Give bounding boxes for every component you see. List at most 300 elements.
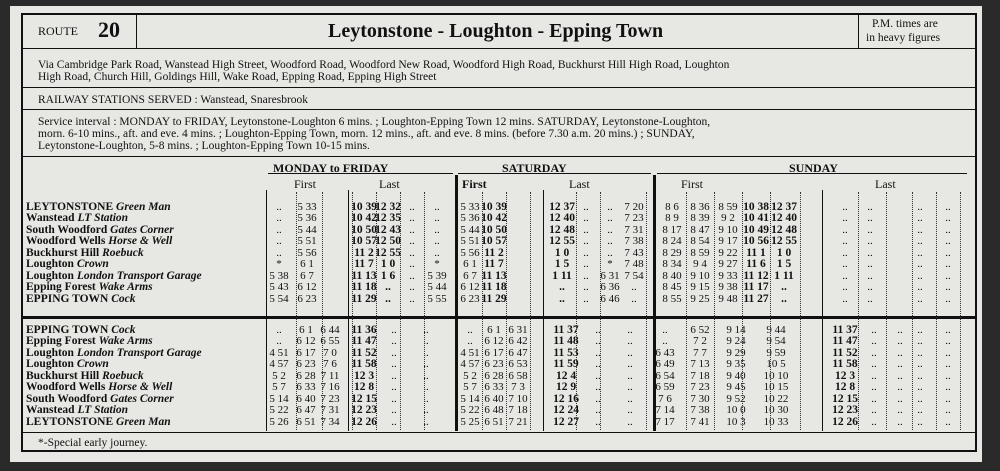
time-cell: ..	[867, 235, 873, 248]
railway-rule	[21, 109, 977, 110]
time-cell: 11 59	[553, 358, 579, 371]
time-cell: 5 54	[269, 292, 289, 305]
empty-cell: ..	[945, 404, 951, 417]
time-cell: 6 47	[296, 404, 316, 417]
time-cell: 12 8	[834, 381, 856, 394]
column-guide	[352, 192, 353, 430]
stop-name-main: Loughton	[26, 269, 77, 282]
header-divider-left	[136, 13, 137, 49]
empty-cell: ..	[917, 346, 923, 359]
time-cell: 8 34	[662, 258, 682, 271]
time-cell: 12 55	[549, 235, 575, 248]
time-cell: 7 23	[624, 212, 644, 225]
time-cell: ..	[276, 335, 282, 348]
time-cell: 11 7	[484, 258, 504, 271]
mf-first-label: First	[294, 177, 317, 191]
time-cell: 9 33	[718, 269, 738, 282]
time-cell: ..	[276, 246, 282, 259]
time-cell: 12 50	[375, 235, 401, 248]
empty-cell: ..	[917, 281, 923, 294]
time-cell: 8 55	[662, 292, 682, 305]
time-cell: ..	[559, 292, 565, 305]
time-cell: 4 51	[269, 346, 289, 359]
time-cell: 10 33	[763, 415, 789, 428]
time-cell: 9 24	[726, 335, 746, 348]
time-cell: ..	[627, 369, 633, 382]
time-cell: 12 37	[771, 200, 797, 213]
time-cell: ..	[385, 281, 391, 294]
time-cell: *	[276, 258, 282, 271]
time-cell: 6 28	[296, 369, 316, 382]
empty-cell: ..	[945, 281, 951, 294]
service-line2: morn. 6-10 mins., aft. and eve. 4 mins. ; Loughton-Epping Town, morn. 12 mins., aft. and eve. 8 mins. (before 7.30 a.m. 20 mins.) ; SUNDAY,	[38, 128, 695, 140]
time-cell: 4 57	[269, 358, 289, 371]
time-cell: 5 56	[460, 246, 480, 259]
pm-note-line2: in heavy figures	[866, 32, 941, 44]
time-cell: 5 51	[460, 235, 480, 248]
time-cell: 12 24	[553, 404, 579, 417]
time-cell: 6 1	[299, 323, 313, 336]
empty-cell: ..	[945, 292, 951, 305]
time-cell: 10 15	[763, 381, 789, 394]
time-cell: ..	[871, 358, 877, 371]
time-cell: ..	[631, 292, 637, 305]
time-cell: 11 12	[743, 269, 769, 282]
time-cell: ..	[781, 281, 787, 294]
time-cell: ..	[871, 335, 877, 348]
time-cell: 5 26	[269, 415, 289, 428]
time-cell: 11 6	[746, 258, 766, 271]
heading-saturday: SATURDAY	[502, 161, 567, 175]
empty-cell: ..	[917, 269, 923, 282]
time-cell: 11 37	[553, 323, 579, 336]
column-guide	[576, 192, 577, 430]
time-cell: ..	[627, 404, 633, 417]
time-cell: 7 6	[658, 392, 672, 405]
time-cell: 11 36	[351, 323, 377, 336]
stop-qualifier: Wake Arms	[98, 335, 153, 348]
stop-name-main: Epping Forest	[26, 335, 99, 348]
time-cell: 10 38	[743, 200, 769, 213]
stop-name-main: Buckhurst Hill	[26, 246, 103, 259]
empty-cell: ..	[945, 358, 951, 371]
time-cell: ..	[842, 235, 848, 248]
time-cell: ..	[434, 223, 440, 236]
time-cell: 7 30	[690, 392, 710, 405]
column-guide	[530, 192, 531, 430]
time-cell: 10 10	[763, 369, 789, 382]
service-line3: Leytonstone-Loughton, 5-8 mins. ; Loughton-Epping Town 10-15 mins.	[38, 140, 370, 152]
time-cell: 10 3	[726, 415, 746, 428]
empty-cell: ..	[917, 235, 923, 248]
empty-cell: ..	[945, 212, 951, 225]
time-cell: 7 23	[690, 381, 710, 394]
stop-qualifier: Horse & Well	[108, 381, 173, 394]
empty-cell: ..	[917, 392, 923, 405]
time-cell: 6 31	[600, 269, 620, 282]
column-guide	[800, 192, 801, 430]
time-cell: 7 7	[693, 346, 707, 359]
stop-name-main: LEYTONSTONE	[26, 415, 117, 428]
time-cell: 12 16	[553, 392, 579, 405]
time-cell: ..	[627, 358, 633, 371]
time-cell: ..	[559, 281, 565, 294]
time-cell: 1 0	[776, 246, 792, 259]
time-cell: 7 13	[690, 358, 710, 371]
time-cell: ..	[385, 292, 391, 305]
time-cell: 7 23	[320, 392, 340, 405]
time-cell: 10 22	[763, 392, 789, 405]
route-label: ROUTE	[38, 24, 78, 38]
time-cell: ..	[409, 200, 415, 213]
time-cell: ..	[627, 381, 633, 394]
time-cell: 11 2	[354, 246, 374, 259]
stop-qualifier: Cock	[111, 292, 136, 305]
time-cell: ..	[391, 358, 397, 371]
empty-cell: ..	[917, 415, 923, 428]
time-cell: 11 47	[832, 335, 858, 348]
time-cell: 6 40	[484, 392, 504, 405]
time-cell: ..	[897, 346, 903, 359]
time-cell: ..	[595, 415, 601, 428]
stop-name	[26, 417, 171, 429]
time-cell: 5 36	[297, 212, 317, 225]
time-cell: 11 37	[832, 323, 858, 336]
time-cell: ..	[607, 212, 613, 225]
empty-cell: ..	[917, 200, 923, 213]
time-cell: 5 44	[427, 281, 447, 294]
time-cell: ..	[467, 323, 473, 336]
sunday-heading-rule	[657, 173, 967, 174]
time-cell: 6 58	[508, 369, 528, 382]
empty-cell: ..	[917, 323, 923, 336]
time-cell: 10 49	[743, 223, 769, 236]
time-cell: ..	[627, 335, 633, 348]
time-cell: ..	[391, 404, 397, 417]
stop-name-main: EPPING TOWN	[26, 292, 112, 305]
time-cell: ..	[583, 281, 589, 294]
time-cell: ..	[391, 323, 397, 336]
time-cell: 7 11	[320, 369, 340, 382]
time-cell: 9 38	[718, 281, 738, 294]
time-cell: 8 54	[690, 235, 710, 248]
sat-heading-rule	[458, 173, 651, 174]
stop-qualifier: Horse & Well	[108, 235, 173, 248]
time-cell: 6 52	[690, 323, 710, 336]
stop-name-main: Woodford Wells	[26, 235, 109, 248]
time-cell: 6 51	[484, 415, 504, 428]
time-cell: ..	[583, 269, 589, 282]
time-cell: ..	[423, 381, 429, 394]
time-cell: 7 34	[320, 415, 340, 428]
time-cell: 7 41	[690, 415, 710, 428]
time-cell: ..	[409, 223, 415, 236]
time-cell: 7 20	[624, 200, 644, 213]
time-cell: ..	[583, 212, 589, 225]
time-cell: 6 1	[487, 323, 501, 336]
time-cell: ..	[842, 212, 848, 225]
stop-qualifier: Roebuck	[102, 369, 144, 382]
time-cell: ..	[423, 335, 429, 348]
time-cell: 11 17	[743, 281, 769, 294]
column-guide	[296, 192, 297, 430]
empty-cell: ..	[945, 258, 951, 271]
time-cell: 6 12	[297, 281, 317, 294]
empty-cell: ..	[917, 381, 923, 394]
time-cell: ..	[434, 235, 440, 248]
time-cell: ..	[897, 335, 903, 348]
time-cell: ..	[842, 292, 848, 305]
time-cell: ..	[276, 235, 282, 248]
time-cell: 9 4	[693, 258, 707, 271]
time-cell: 7 2	[693, 335, 707, 348]
time-cell: 1 11	[774, 269, 794, 282]
time-cell: ..	[423, 369, 429, 382]
time-cell: 7 48	[624, 258, 644, 271]
time-cell: 5 51	[297, 235, 317, 248]
time-cell: 11 53	[553, 346, 579, 359]
column-guide	[886, 192, 887, 430]
footnote: *-Special early journey.	[38, 437, 148, 449]
stop-name-main: Woodford Wells	[26, 381, 109, 394]
time-cell: 10 42	[351, 212, 377, 225]
stop-name-main: Loughton	[26, 346, 77, 359]
column-guide	[686, 192, 687, 430]
stop-qualifier: LT Station	[77, 212, 129, 225]
time-cell: ..	[423, 392, 429, 405]
time-cell: ..	[409, 212, 415, 225]
empty-cell: ..	[917, 212, 923, 225]
time-cell: ..	[871, 404, 877, 417]
time-cell: 5 14	[269, 392, 289, 405]
time-cell: 12 48	[549, 223, 575, 236]
column-guide	[646, 192, 647, 430]
time-cell: 6 1	[463, 258, 477, 271]
time-cell: ..	[867, 200, 873, 213]
time-cell: ..	[276, 212, 282, 225]
column-guide	[742, 192, 743, 430]
time-cell: 7 17	[655, 415, 675, 428]
route-title: Leytonstone - Loughton - Epping Town	[328, 20, 664, 42]
column-guide	[936, 192, 937, 430]
time-cell: ..	[467, 335, 473, 348]
time-cell: *	[607, 258, 613, 271]
time-cell: ..	[607, 246, 613, 259]
time-cell: 9 59	[766, 346, 786, 359]
time-cell: 9 44	[766, 323, 786, 336]
time-cell: ..	[867, 258, 873, 271]
time-cell: 12 48	[771, 223, 797, 236]
time-cell: 12 32	[375, 200, 401, 213]
stop-qualifier: London Transport Garage	[76, 269, 202, 282]
time-cell: 12 27	[553, 415, 579, 428]
time-cell: ..	[423, 404, 429, 417]
time-cell: 5 56	[297, 246, 317, 259]
time-cell: 6 59	[655, 381, 675, 394]
empty-cell: ..	[945, 335, 951, 348]
time-cell: ..	[595, 358, 601, 371]
empty-cell: ..	[945, 381, 951, 394]
time-cell: 6 23	[484, 358, 504, 371]
time-cell: 7 38	[624, 235, 644, 248]
time-cell: 6 53	[508, 358, 528, 371]
time-cell: 6 31	[508, 323, 528, 336]
heading-mon-fri: MONDAY to FRIDAY	[273, 161, 389, 175]
time-cell: 10 39	[351, 200, 377, 213]
time-cell: 11 27	[743, 292, 769, 305]
railway-list: Wanstead, Snaresbrook	[200, 94, 309, 106]
time-cell: ..	[627, 415, 633, 428]
header-divider-right	[858, 13, 859, 49]
time-cell: ..	[409, 235, 415, 248]
time-cell: ..	[276, 323, 282, 336]
stop-qualifier: London Transport Garage	[76, 346, 202, 359]
empty-cell: ..	[945, 323, 951, 336]
time-cell: 6 54	[655, 369, 675, 382]
time-cell: 4 51	[460, 346, 480, 359]
time-cell: ..	[871, 381, 877, 394]
time-cell: 8 59	[718, 200, 738, 213]
time-cell: ..	[409, 258, 415, 271]
time-cell: 11 47	[351, 335, 377, 348]
time-cell: 5 36	[460, 212, 480, 225]
service-line1: Service interval : MONDAY to FRIDAY, Leytonstone-Loughton 6 mins. ; Loughton-Epping Town 12 mins. SATURDAY, Leytonstone-Loughton,	[38, 116, 711, 128]
time-cell: 11 18	[481, 281, 507, 294]
time-cell: 8 47	[690, 223, 710, 236]
empty-cell: ..	[945, 200, 951, 213]
stop-name-main: Loughton	[26, 358, 77, 371]
column-guide	[482, 192, 483, 430]
time-cell: ..	[897, 415, 903, 428]
time-cell: 9 25	[690, 292, 710, 305]
time-cell: 5 14	[460, 392, 480, 405]
time-cell: ..	[434, 200, 440, 213]
time-cell: ..	[434, 246, 440, 259]
empty-cell: ..	[945, 369, 951, 382]
time-cell: ..	[595, 381, 601, 394]
time-cell: 10 0	[726, 404, 746, 417]
time-cell: ..	[391, 392, 397, 405]
time-cell: ..	[842, 223, 848, 236]
stop-qualifier: Gates Corner	[110, 392, 174, 405]
time-cell: 6 23	[460, 292, 480, 305]
time-cell: 7 43	[624, 246, 644, 259]
time-cell: 5 7	[463, 381, 477, 394]
time-cell: 5 44	[297, 223, 317, 236]
stop-qualifier: Roebuck	[102, 246, 144, 259]
time-cell: 7 54	[624, 269, 644, 282]
service-rule	[21, 156, 977, 157]
time-cell: 1 11	[552, 269, 572, 282]
time-cell: 12 15	[832, 392, 858, 405]
time-cell: 12 8	[353, 381, 375, 394]
time-cell: 9 45	[726, 381, 746, 394]
stop-qualifier: Crown	[76, 358, 109, 371]
time-cell: ..	[595, 404, 601, 417]
time-cell: ..	[391, 415, 397, 428]
time-cell: ..	[871, 415, 877, 428]
stop-qualifier: Green Man	[116, 415, 171, 428]
stop-qualifier: Cock	[111, 323, 136, 336]
heading-sunday: SUNDAY	[789, 161, 838, 175]
time-cell: 11 52	[832, 346, 858, 359]
time-cell: 7 6	[323, 358, 337, 371]
footnote-rule	[21, 432, 977, 433]
stop-qualifier: LT Station	[77, 404, 129, 417]
mf-last-label: Last	[379, 177, 400, 191]
time-cell: 12 37	[549, 200, 575, 213]
empty-cell: ..	[917, 258, 923, 271]
stop-name-main: Wanstead	[26, 212, 78, 225]
time-cell: ..	[897, 369, 903, 382]
column-guide	[600, 192, 601, 430]
time-cell: 11 48	[553, 335, 579, 348]
column-guide	[912, 192, 913, 430]
stop-qualifier: Green Man	[116, 200, 171, 213]
time-cell: 5 7	[272, 381, 286, 394]
empty-cell: ..	[945, 346, 951, 359]
time-cell: 8 9	[665, 212, 679, 225]
sat-last-label: Last	[569, 177, 590, 191]
time-cell: 10 42	[481, 212, 507, 225]
time-cell: 9 54	[766, 335, 786, 348]
time-cell: 8 6	[665, 200, 679, 213]
time-cell: ..	[842, 258, 848, 271]
time-cell: 7 3	[511, 381, 525, 394]
time-cell: ..	[423, 358, 429, 371]
time-cell: 6 36	[600, 281, 620, 294]
time-cell: 6 44	[320, 323, 340, 336]
time-cell: 12 55	[771, 235, 797, 248]
time-cell: 7 31	[320, 404, 340, 417]
time-cell: ..	[781, 292, 787, 305]
time-cell: 5 33	[297, 200, 317, 213]
time-cell: ..	[867, 292, 873, 305]
time-cell: 7 38	[690, 404, 710, 417]
time-cell: 1 5	[776, 258, 792, 271]
time-cell: 10 30	[763, 404, 789, 417]
time-cell: 1 0	[554, 246, 570, 259]
time-cell: ..	[423, 323, 429, 336]
time-cell: 12 40	[771, 212, 797, 225]
time-cell: 9 48	[718, 292, 738, 305]
column-guide	[714, 192, 715, 430]
time-cell: 12 23	[351, 404, 377, 417]
time-cell: ..	[423, 346, 429, 359]
stop-name	[26, 294, 135, 306]
time-cell: 7 18	[508, 404, 528, 417]
time-cell: ..	[391, 369, 397, 382]
stop-name-main: South Woodford	[26, 392, 111, 405]
time-cell: ..	[867, 246, 873, 259]
time-cell: ..	[607, 200, 613, 213]
time-cell: 6 42	[508, 335, 528, 348]
time-cell: 6 12	[460, 281, 480, 294]
time-cell: 10 57	[481, 235, 507, 248]
empty-cell: ..	[945, 246, 951, 259]
direction-separator	[21, 316, 977, 319]
time-cell: ..	[897, 323, 903, 336]
time-cell: 9 17	[718, 235, 738, 248]
column-guide	[322, 192, 323, 430]
time-cell: 7 16	[320, 381, 340, 394]
time-cell: 1 0	[380, 258, 396, 271]
time-cell: ..	[867, 212, 873, 225]
empty-cell: ..	[917, 223, 923, 236]
pm-note-line1: P.M. times are	[872, 18, 938, 30]
time-cell: 12 9	[555, 381, 577, 394]
time-cell: 11 2	[484, 246, 504, 259]
